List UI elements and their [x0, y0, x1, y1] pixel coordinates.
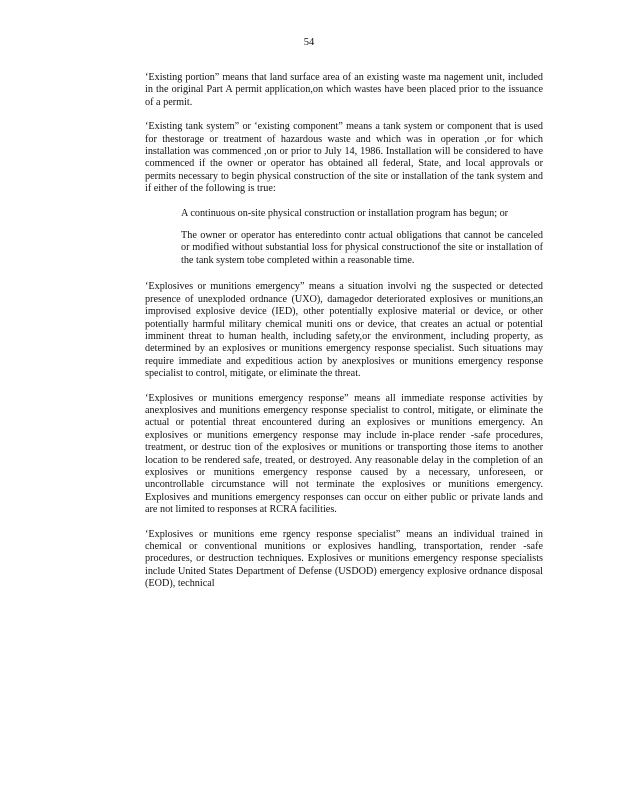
- definition-existing-portion: ‘Existing portion” means that land surface area of an existing waste ma nagement unit, included in the original Part A permit application,on which wastes have been placed prior to the issuance of a permit.: [145, 72, 543, 108]
- document-body: [145, 72, 543, 603]
- definition-explosives-emergency: ‘Explosives or munitions emergency” means a situation involvi ng the suspected or detected presence of unexploded ordnance (UXO), damagedor deteriorated explosives or munitions,an improvised explosive device (IED), other potentially explosive material or device, or other potentially harmful military chemical muniti ons or device, that creates an actual or potential imminent threat to human health, including safety,or the environment, including property, as determined by an explosives or munitions emergency response specialist. Such situations may require immediate and expeditious action by anexplosives or munitions emergency response specialist to control, mitigate, or eliminate the threat.: [145, 281, 543, 380]
- definition-existing-tank-system: ‘Existing tank system” or ‘existing component” means a tank system or component that is used for thestorage or treatment of hazardous waste and which was in operation ,or for which installation was commenced ,on or prior to July 14, 1986. Installation will be considered to have commenced if the owner or operator has obtained all federal, State, and local approvals or permits necessary to begin physical construction of the site or installation of the tank system and if either of the following is true:: [145, 121, 543, 195]
- definition-explosives-emergency-response: ‘Explosives or munitions emergency response” means all immediate response activities by anexplosives and munitions emergency response specialist to control, mitigate, or eliminate the actual or potential threat encountered during an explosives or munitions emergency. An explosives or munitions emergency response may include in-place render -safe procedures, treatment, or destruc tion of the explosives or munitions or transporting those items to another location to be rendered safe, treated, or destroyed. Any reasonable delay in the completion of an explosives or munitions emergency response caused by a necessary, unforeseen, or uncontrollable circumstance will not terminate the explosives or munitions emergency. Explosives and munitions emergency responses can occur on either public or private lands and are not limited to responses at RCRA facilities.: [145, 392, 543, 516]
- definition-explosives-emergency-response-specialist: ‘Explosives or munitions eme rgency response specialist” means an individual trained in chemical or conventional munitions or explosives handling, transportation, render -safe procedures, or destruction techniques. Explosives or munitions emergency response specialists include United States Department of Defense (USDOD) emergency explosive ordnance disposal (EOD), technical: [145, 528, 543, 590]
- condition-contractual-obligations: The owner or operator has enteredinto contr actual obligations that cannot be canceled or modified without substantial loss for physical constructionof the site or installation of the tank system tobe completed within a reasonable time.: [181, 230, 543, 266]
- condition-continuous-construction: A continuous on-site physical construction or installation program has begun; or: [181, 207, 509, 219]
- page-number: 54: [303, 37, 315, 48]
